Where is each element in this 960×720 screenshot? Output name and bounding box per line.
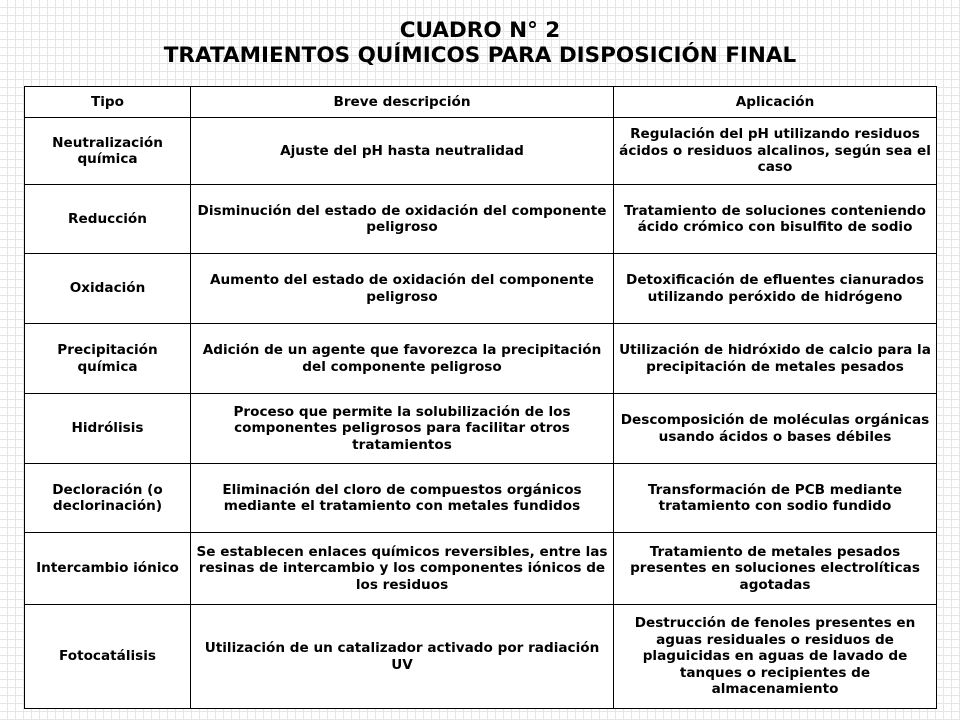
cell-tipo: Reducción [25, 185, 191, 254]
page-title [0, 18, 960, 68]
header-tipo: Tipo [25, 87, 191, 118]
cell-aplicacion: Regulación del pH utilizando residuos ácidos o residuos alcalinos, según sea el caso [614, 118, 937, 185]
cell-aplicacion: Detoxificación de efluentes cianurados utilizando peróxido de hidrógeno [614, 254, 937, 324]
table-row [25, 464, 937, 533]
table-row [25, 533, 937, 605]
table-row [25, 605, 937, 709]
cell-tipo: Neutralización química [25, 118, 191, 185]
cell-descripcion: Proceso que permite la solubilización de los componentes peligrosos para facilitar otros tratamientos [191, 394, 614, 464]
cell-tipo: Hidrólisis [25, 394, 191, 464]
cell-descripcion: Disminución del estado de oxidación del componente peligroso [191, 185, 614, 254]
cell-tipo: Intercambio iónico [25, 533, 191, 605]
cell-aplicacion: Tratamiento de metales pesados presentes en soluciones electrolíticas agotadas [614, 533, 937, 605]
cell-aplicacion: Destrucción de fenoles presentes en aguas residuales o residuos de plaguicidas en aguas de lavado de tanques o recipientes de almacenamiento [614, 605, 937, 709]
cell-descripcion: Eliminación del cloro de compuestos orgánicos mediante el tratamiento con metales fundidos [191, 464, 614, 533]
table-row [25, 185, 937, 254]
table-row [25, 394, 937, 464]
cell-aplicacion: Tratamiento de soluciones conteniendo ácido crómico con bisulfito de sodio [614, 185, 937, 254]
cell-descripcion: Se establecen enlaces químicos reversibles, entre las resinas de intercambio y los componentes iónicos de los residuos [191, 533, 614, 605]
cell-aplicacion: Descomposición de moléculas orgánicas usando ácidos o bases débiles [614, 394, 937, 464]
table-header-row [25, 87, 937, 118]
cell-aplicacion: Transformación de PCB mediante tratamiento con sodio fundido [614, 464, 937, 533]
table-row [25, 324, 937, 394]
cell-tipo: Precipitación química [25, 324, 191, 394]
treatments-table-container [24, 86, 936, 709]
cell-tipo: Oxidación [25, 254, 191, 324]
cell-tipo: Decloración (o declorinación) [25, 464, 191, 533]
title-line-1: CUADRO N° 2 [399, 18, 561, 43]
cell-tipo: Fotocatálisis [25, 605, 191, 709]
table-row [25, 118, 937, 185]
treatments-table [24, 86, 937, 709]
cell-descripcion: Utilización de un catalizador activado por radiación UV [191, 605, 614, 709]
cell-descripcion: Adición de un agente que favorezca la precipitación del componente peligroso [191, 324, 614, 394]
header-aplicacion: Aplicación [614, 87, 937, 118]
cell-aplicacion: Utilización de hidróxido de calcio para la precipitación de metales pesados [614, 324, 937, 394]
cell-descripcion: Aumento del estado de oxidación del componente peligroso [191, 254, 614, 324]
header-descripcion: Breve descripción [191, 87, 614, 118]
title-line-2: TRATAMIENTOS QUÍMICOS PARA DISPOSICIÓN FINAL [163, 43, 797, 68]
cell-descripcion: Ajuste del pH hasta neutralidad [191, 118, 614, 185]
table-row [25, 254, 937, 324]
